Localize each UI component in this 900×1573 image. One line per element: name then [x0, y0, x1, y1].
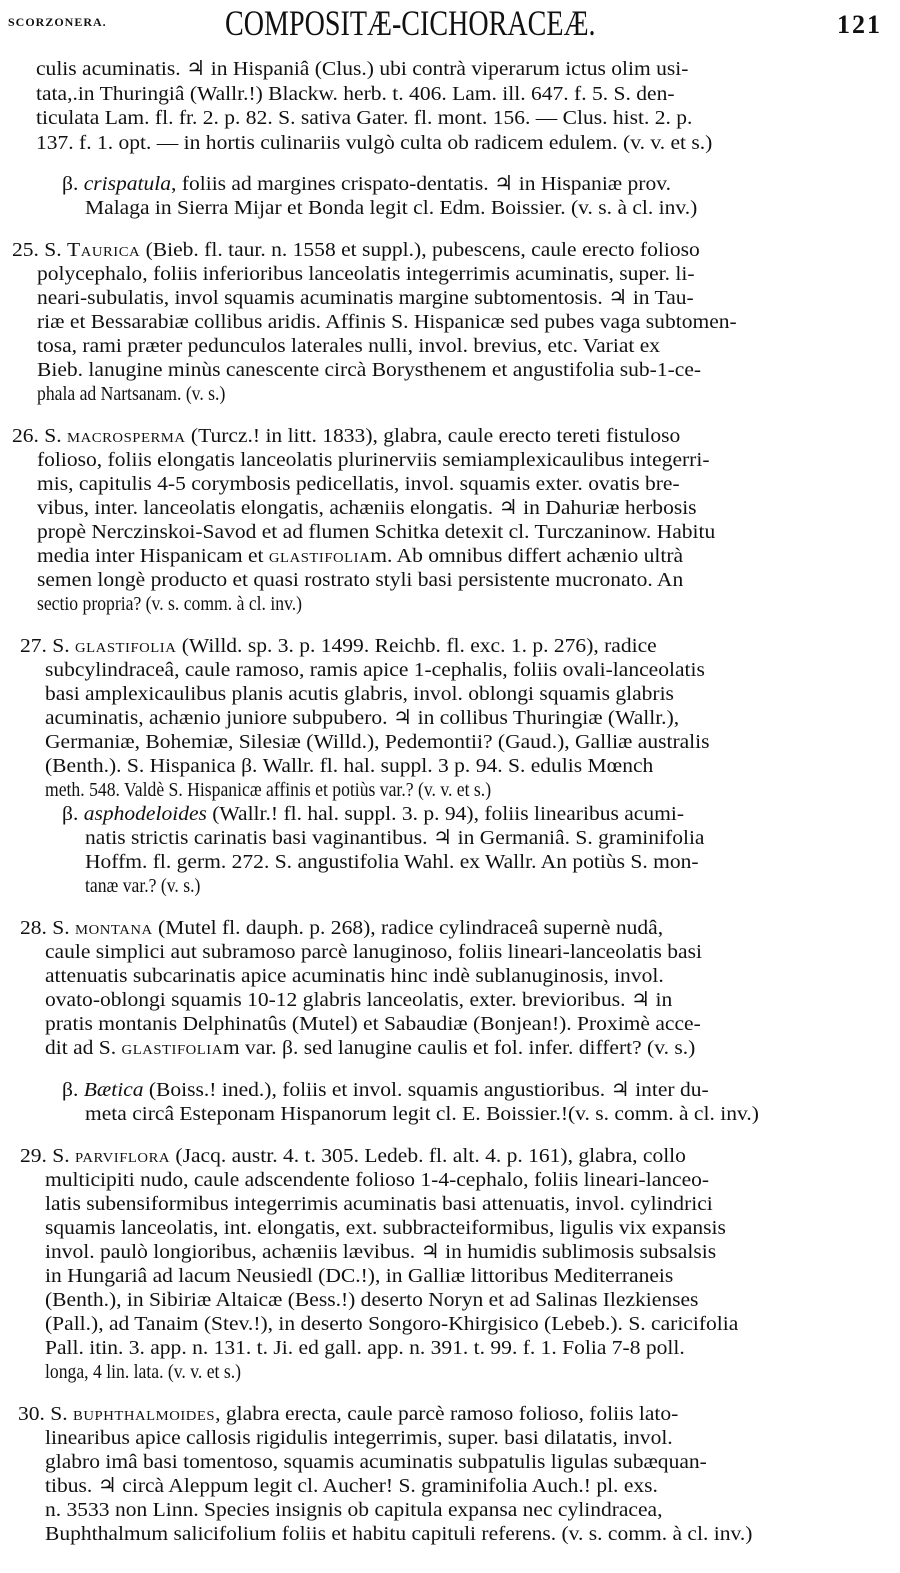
text-line: dit ad S. glastifoliam var. β. sed lanugine caulis et fol. infer. differt? (v. s.)	[45, 1037, 696, 1059]
text-line: n. 3533 non Linn. Species insignis ob capitula expansa nec cylindracea,	[45, 1499, 663, 1521]
text-line: Pall. itin. 3. app. n. 131. t. Ji. ed gall. app. n. 391. t. 99. f. 1. Folia 7-8 poll.	[45, 1337, 685, 1359]
text-line: folioso, foliis elongatis lanceolatis plurinerviis semiamplexicaulibus integerri-	[37, 449, 710, 471]
running-head: SCORZONERA.	[8, 15, 107, 29]
species-name: glastifolia	[121, 1037, 223, 1059]
text-line: mis, capitulis 4-5 corymbosis pedicellatis, invol. squamis exter. ovatis bre-	[37, 473, 680, 495]
text-line: riæ et Bessarabiæ collibus aridis. Affinis S. Hispanicæ sed pubes vaga subtomen-	[37, 311, 737, 333]
text-line: 28. S. montana (Mutel fl. dauph. p. 268), radice cylindraceâ supernè nudâ,	[20, 917, 664, 939]
variety-name: crispatula	[83, 173, 172, 195]
text-line: β. asphodeloides (Wallr.! fl. hal. suppl. 3. p. 94), foliis linearibus acumi-	[62, 803, 684, 825]
text-line: β. crispatula, foliis ad margines crispato-dentatis. ♃ in Hispaniæ prov.	[62, 173, 671, 195]
text-line: tibus. ♃ circà Aleppum legit cl. Aucher! S. graminifolia Auch.! pl. exs.	[45, 1475, 658, 1497]
text-line: multicipiti nudo, caule adscendente folioso 1-4-cephalo, foliis lineari-lanceo-	[45, 1169, 710, 1191]
text-line: 30. S. buphthalmoides, glabra erecta, caule parcè ramoso folioso, foliis lato-	[18, 1403, 679, 1425]
text-line: linearibus apice callosis rigidulis integerrimis, super. basi dilatatis, invol.	[45, 1427, 673, 1449]
text-line: basi amplexicaulibus planis acutis glabris, invol. oblongi squamis glabris	[45, 683, 674, 705]
text-line: 27. S. glastifolia (Willd. sp. 3. p. 1499. Reichb. fl. exc. 1. p. 276), radice	[20, 635, 657, 657]
text-line: Bieb. lanugine minùs canescente circà Borysthenem et angustifolia sub-1-ce-	[37, 359, 702, 381]
text-line: pratis montanis Delphinatûs (Mutel) et Sabaudiæ (Bonjean!). Proximè acce-	[45, 1013, 701, 1035]
text-line: neari-subulatis, invol squamis acuminatis margine subtomentosis. ♃ in Tau-	[37, 287, 694, 309]
species-name: macrosperma	[67, 425, 186, 447]
page-title: COMPOSITÆ-CICHORACEÆ.	[225, 3, 596, 43]
text-line: glabro imâ basi tomentoso, squamis acuminatis subpatulis ligulas subæquan-	[45, 1451, 707, 1473]
text-line: caule simplici aut subramoso parcè lanuginoso, foliis lineari-lanceolatis basi	[45, 941, 702, 963]
text-line: propè Nerczinskoi-Savod et ad flumen Schitka detexit cl. Turczaninow. Habitu	[37, 521, 716, 543]
text-line: β. Bætica (Boiss.! ined.), foliis et invol. squamis angustioribus. ♃ inter du-	[62, 1079, 709, 1101]
text-line: Hoffm. fl. germ. 272. S. angustifolia Wahl. ex Wallr. An potiùs S. mon-	[85, 851, 699, 873]
text-line: Buphthalmum salicifolium foliis et habitu capituli referens. (v. s. comm. à cl. inv.)	[45, 1523, 753, 1545]
text-line: squamis lanceolatis, int. elongatis, ext. subbracteiformibus, ligulis vix expansis	[45, 1217, 726, 1239]
text-line: 137. f. 1. opt. — in hortis culinariis vulgò culta ob radicem edulem. (v. v. et s.)	[36, 132, 713, 154]
text-line: phala ad Nartsanam. (v. s.)	[37, 383, 226, 405]
text-line: (Benth.). S. Hispanica β. Wallr. fl. hal. suppl. 3 p. 94. S. edulis Mœnch	[45, 755, 654, 777]
text-line: culis acuminatis. ♃ in Hispaniâ (Clus.) ubi contrà viperarum ictus olim usi-	[36, 58, 689, 80]
species-name: montana	[75, 917, 153, 939]
text-line: tosa, rami præter pedunculos laterales nulli, invol. brevius, etc. Variat ex	[37, 335, 661, 357]
text-line: (Pall.), ad Tanaim (Stev.!), in deserto Songoro-Khirgisico (Lebeb.). S. caricifolia	[45, 1313, 739, 1335]
text-line: 29. S. parviflora (Jacq. austr. 4. t. 305. Ledeb. fl. alt. 4. p. 161), glabra, collo	[20, 1145, 686, 1167]
text-line: attenuatis subcarinatis apice acuminatis hinc indè sublanuginosis, invol.	[45, 965, 664, 987]
page-number: 121	[837, 10, 882, 39]
text-line: 26. S. macrosperma (Turcz.! in litt. 1833), glabra, caule erecto tereti fistuloso	[12, 425, 681, 447]
text-line: meth. 548. Valdè S. Hispanicæ affinis et potiùs var.? (v. v. et s.)	[45, 779, 492, 801]
text-line: tanæ var.? (v. s.)	[85, 875, 201, 897]
species-name: buphthalmoides	[73, 1403, 216, 1425]
text-line: Malaga in Sierra Mijar et Bonda legit cl. Edm. Boissier. (v. s. à cl. inv.)	[85, 197, 698, 219]
text-line: 25. S. Taurica (Bieb. fl. taur. n. 1558 et suppl.), pubescens, caule erecto folioso	[12, 239, 700, 261]
text-line: ovato-oblongi squamis 10-12 glabris lanceolatis, exter. brevioribus. ♃ in	[45, 989, 673, 1011]
species-name: glastifolia	[75, 635, 177, 657]
variety-name: Bætica	[83, 1079, 144, 1101]
text-line: sectio propria? (v. s. comm. à cl. inv.)	[37, 593, 303, 615]
text-line: acuminatis, achænio juniore subpubero. ♃ in collibus Thuringiæ (Wallr.),	[45, 707, 680, 729]
species-name: parviflora	[75, 1145, 171, 1167]
text-line: polycephalo, foliis inferioribus lanceolatis integerrimis acuminatis, super. li-	[37, 263, 695, 285]
text-line: latis subensiformibus integerrimis acuminatis basi attenuatis, invol. cylindrici	[45, 1193, 713, 1215]
text-line: meta circâ Esteponam Hispanorum legit cl. E. Boissier.!(v. s. comm. à cl. inv.)	[85, 1103, 759, 1125]
text-line: semen longè producto et quasi rostrato styli basi persistente mucronato. An	[37, 569, 684, 591]
text-line: in Hungariâ ad lacum Neusiedl (DC.!), in Galliæ littoribus Mediterraneis	[45, 1265, 674, 1287]
text-line: ticulata Lam. fl. fr. 2. p. 82. S. sativa Gater. fl. mont. 156. — Clus. hist. 2. p.	[36, 107, 693, 129]
text-line: media inter Hispanicam et glastifoliam. Ab omnibus differt achænio ultrà	[37, 545, 684, 567]
text-line: vibus, inter. lanceolatis elongatis, achæniis elongatis. ♃ in Dahuriæ herbosis	[37, 497, 697, 519]
text-line: invol. paulò longioribus, achæniis lævibus. ♃ in humidis sublimosis subsalsis	[45, 1241, 717, 1263]
species-name: Taurica	[67, 239, 141, 261]
text-line: longa, 4 lin. lata. (v. v. et s.)	[45, 1361, 242, 1383]
text-line: Germaniæ, Bohemiæ, Silesiæ (Willd.), Pedemontii? (Gaud.), Galliæ australis	[45, 731, 710, 753]
text-line: (Benth.), in Sibiriæ Altaicæ (Bess.!) deserto Noryn et ad Salinas Ilezkienses	[45, 1289, 699, 1311]
text-line: tata,.in Thuringiâ (Wallr.!) Blackw. herb. t. 406. Lam. ill. 647. f. 5. S. den-	[36, 83, 675, 105]
text-line: natis strictis carinatis basi vaginantibus. ♃ in Germaniâ. S. graminifolia	[85, 827, 705, 849]
text-line: subcylindraceâ, caule ramoso, ramis apice 1-cephalis, foliis ovali-lanceolatis	[45, 659, 705, 681]
species-name: glastifolia	[268, 545, 371, 567]
variety-name: asphodeloides	[83, 803, 207, 825]
page-header	[0, 0, 900, 48]
